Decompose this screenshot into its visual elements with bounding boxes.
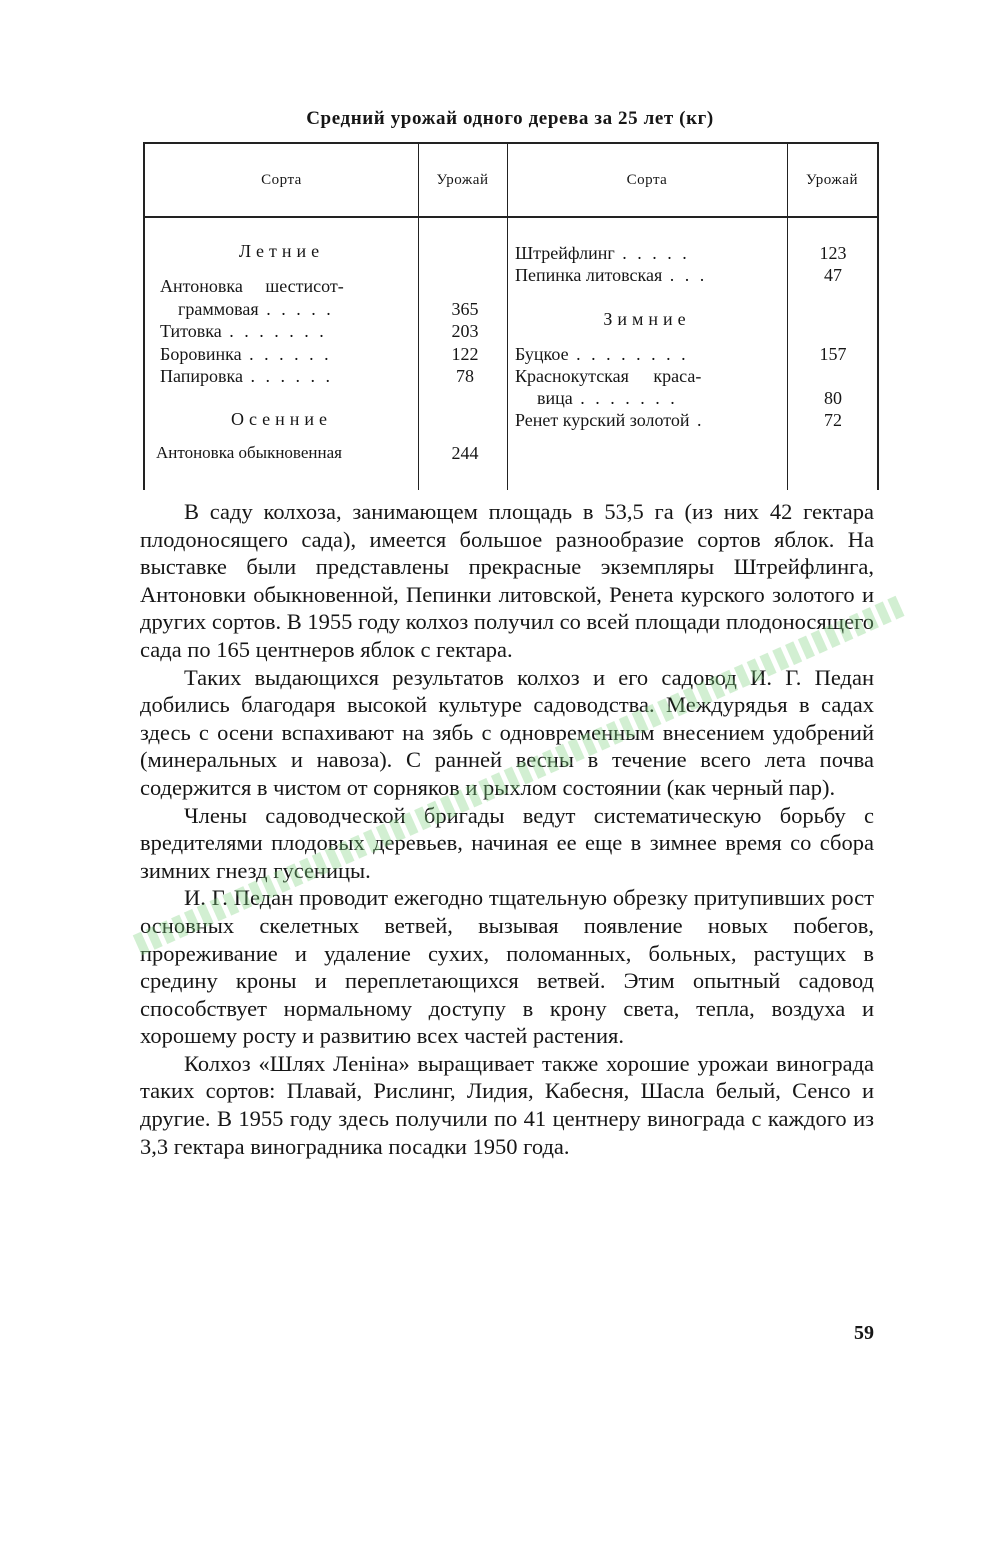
section-summer: Летние [238,241,325,261]
row-krasnokut-line2: вица . . . . . . . [537,388,678,408]
header-divider [145,216,877,218]
row-antonovka-line1: Антоновка шестисот- [160,276,344,296]
value-renet: 72 [824,410,842,430]
row-borovinka: Боровинка . . . . . . [160,344,332,364]
header-varieties-left: Сорта [261,171,302,188]
row-antonovka-line2: граммовая . . . . . [178,299,334,319]
row-krasnokut-line1: Краснокутская краса- [515,366,702,386]
yield-table [143,142,879,490]
paragraph-4: И. Г. Педан проводит ежегодно тщательную обрезку притупивших рост основных скелетных ветвей, вызывая появление новых побегов, прореживание и удаление сухих, поломанных, больных, растущих в средину кроны и переплетающихся ветвей. Этим опытный садовод способствует нормальному доступу в крону света, тепла, воздуха и хорошему росту и развитию всех частей растения. [140,885,874,1049]
value-antonovka: 365 [451,299,479,319]
row-butskoe: Буцкое . . . . . . . . [515,344,689,364]
paragraph-1: В саду колхоза, занимающем площадь в 53,5 га (из них 42 гектара плодоносящего сада), имеется большое разнообразие сортов яблок. На выставке были представлены прекрасные экземпляры Штрейфлинга, Антоновки обыкновенной, Пепинки литовской, Ренета курского золотого и других сортов. В 1955 году колхоз получил со всей площади плодоносящего сада по 165 центнеров яблок с гектара. [140,499,874,662]
page-number: 59 [854,1322,874,1344]
value-krasnokut: 80 [824,388,842,408]
row-titovka: Титовка . . . . . . . [160,321,327,341]
row-shtreyfling: Штрейфлинг . . . . . [515,243,690,263]
value-papirovka: 78 [456,366,474,386]
header-varieties-right: Сорта [626,171,668,188]
value-antonovka-common: 244 [451,443,479,463]
header-yield-left: Урожай [436,171,489,188]
value-butskoe: 157 [819,344,847,364]
section-winter: Зимние [603,309,691,329]
row-pepinka: Пепинка литовская . . . [515,265,708,285]
body-text [140,498,874,1160]
value-titovka: 203 [451,321,479,341]
table-title: Средний урожай одного дерева за 25 лет (кг) [306,108,714,129]
section-autumn: Осенние [230,409,333,429]
value-shtreyfling: 123 [819,243,847,263]
paragraph-3: Члены садоводческой бригады ведут систематическую борьбу с вредителями плодовых деревьев, начиная ее еще в зимнее время со сбора зимних гнезд гусеницы. [140,802,874,883]
row-antonovka-common: Антоновка обыкновенная [156,443,342,462]
row-renet: Ренет курский золотой . [515,410,705,430]
paragraph-2: Таких выдающихся результатов колхоз и его садовод И. Г. Педан добились благодаря высокой культуре садоводства. Междурядья в садах здесь с осени вспахивают на зябь с одновременным внесением удобрений (минеральных и навоза). С ранней весны в течение всего лета почва содержится в чистом от сорняков и рыхлом состоянии (как черный пар). [140,664,874,800]
value-borovinka: 122 [451,344,479,364]
header-yield-right: Урожай [806,171,858,188]
value-pepinka: 47 [824,265,842,285]
paragraph-5: Колхоз «Шлях Ленiна» выращивает также хорошие урожаи винограда таких сортов: Плавай, Рислинг, Лидия, Кабесня, Шасла белый, Сенсо и другие. В 1955 году здесь получили по 41 центнеру винограда с каждого из 3,3 гектара виноградника посадки 1950 года. [140,1050,874,1159]
row-papirovka: Папировка . . . . . . [160,366,333,386]
